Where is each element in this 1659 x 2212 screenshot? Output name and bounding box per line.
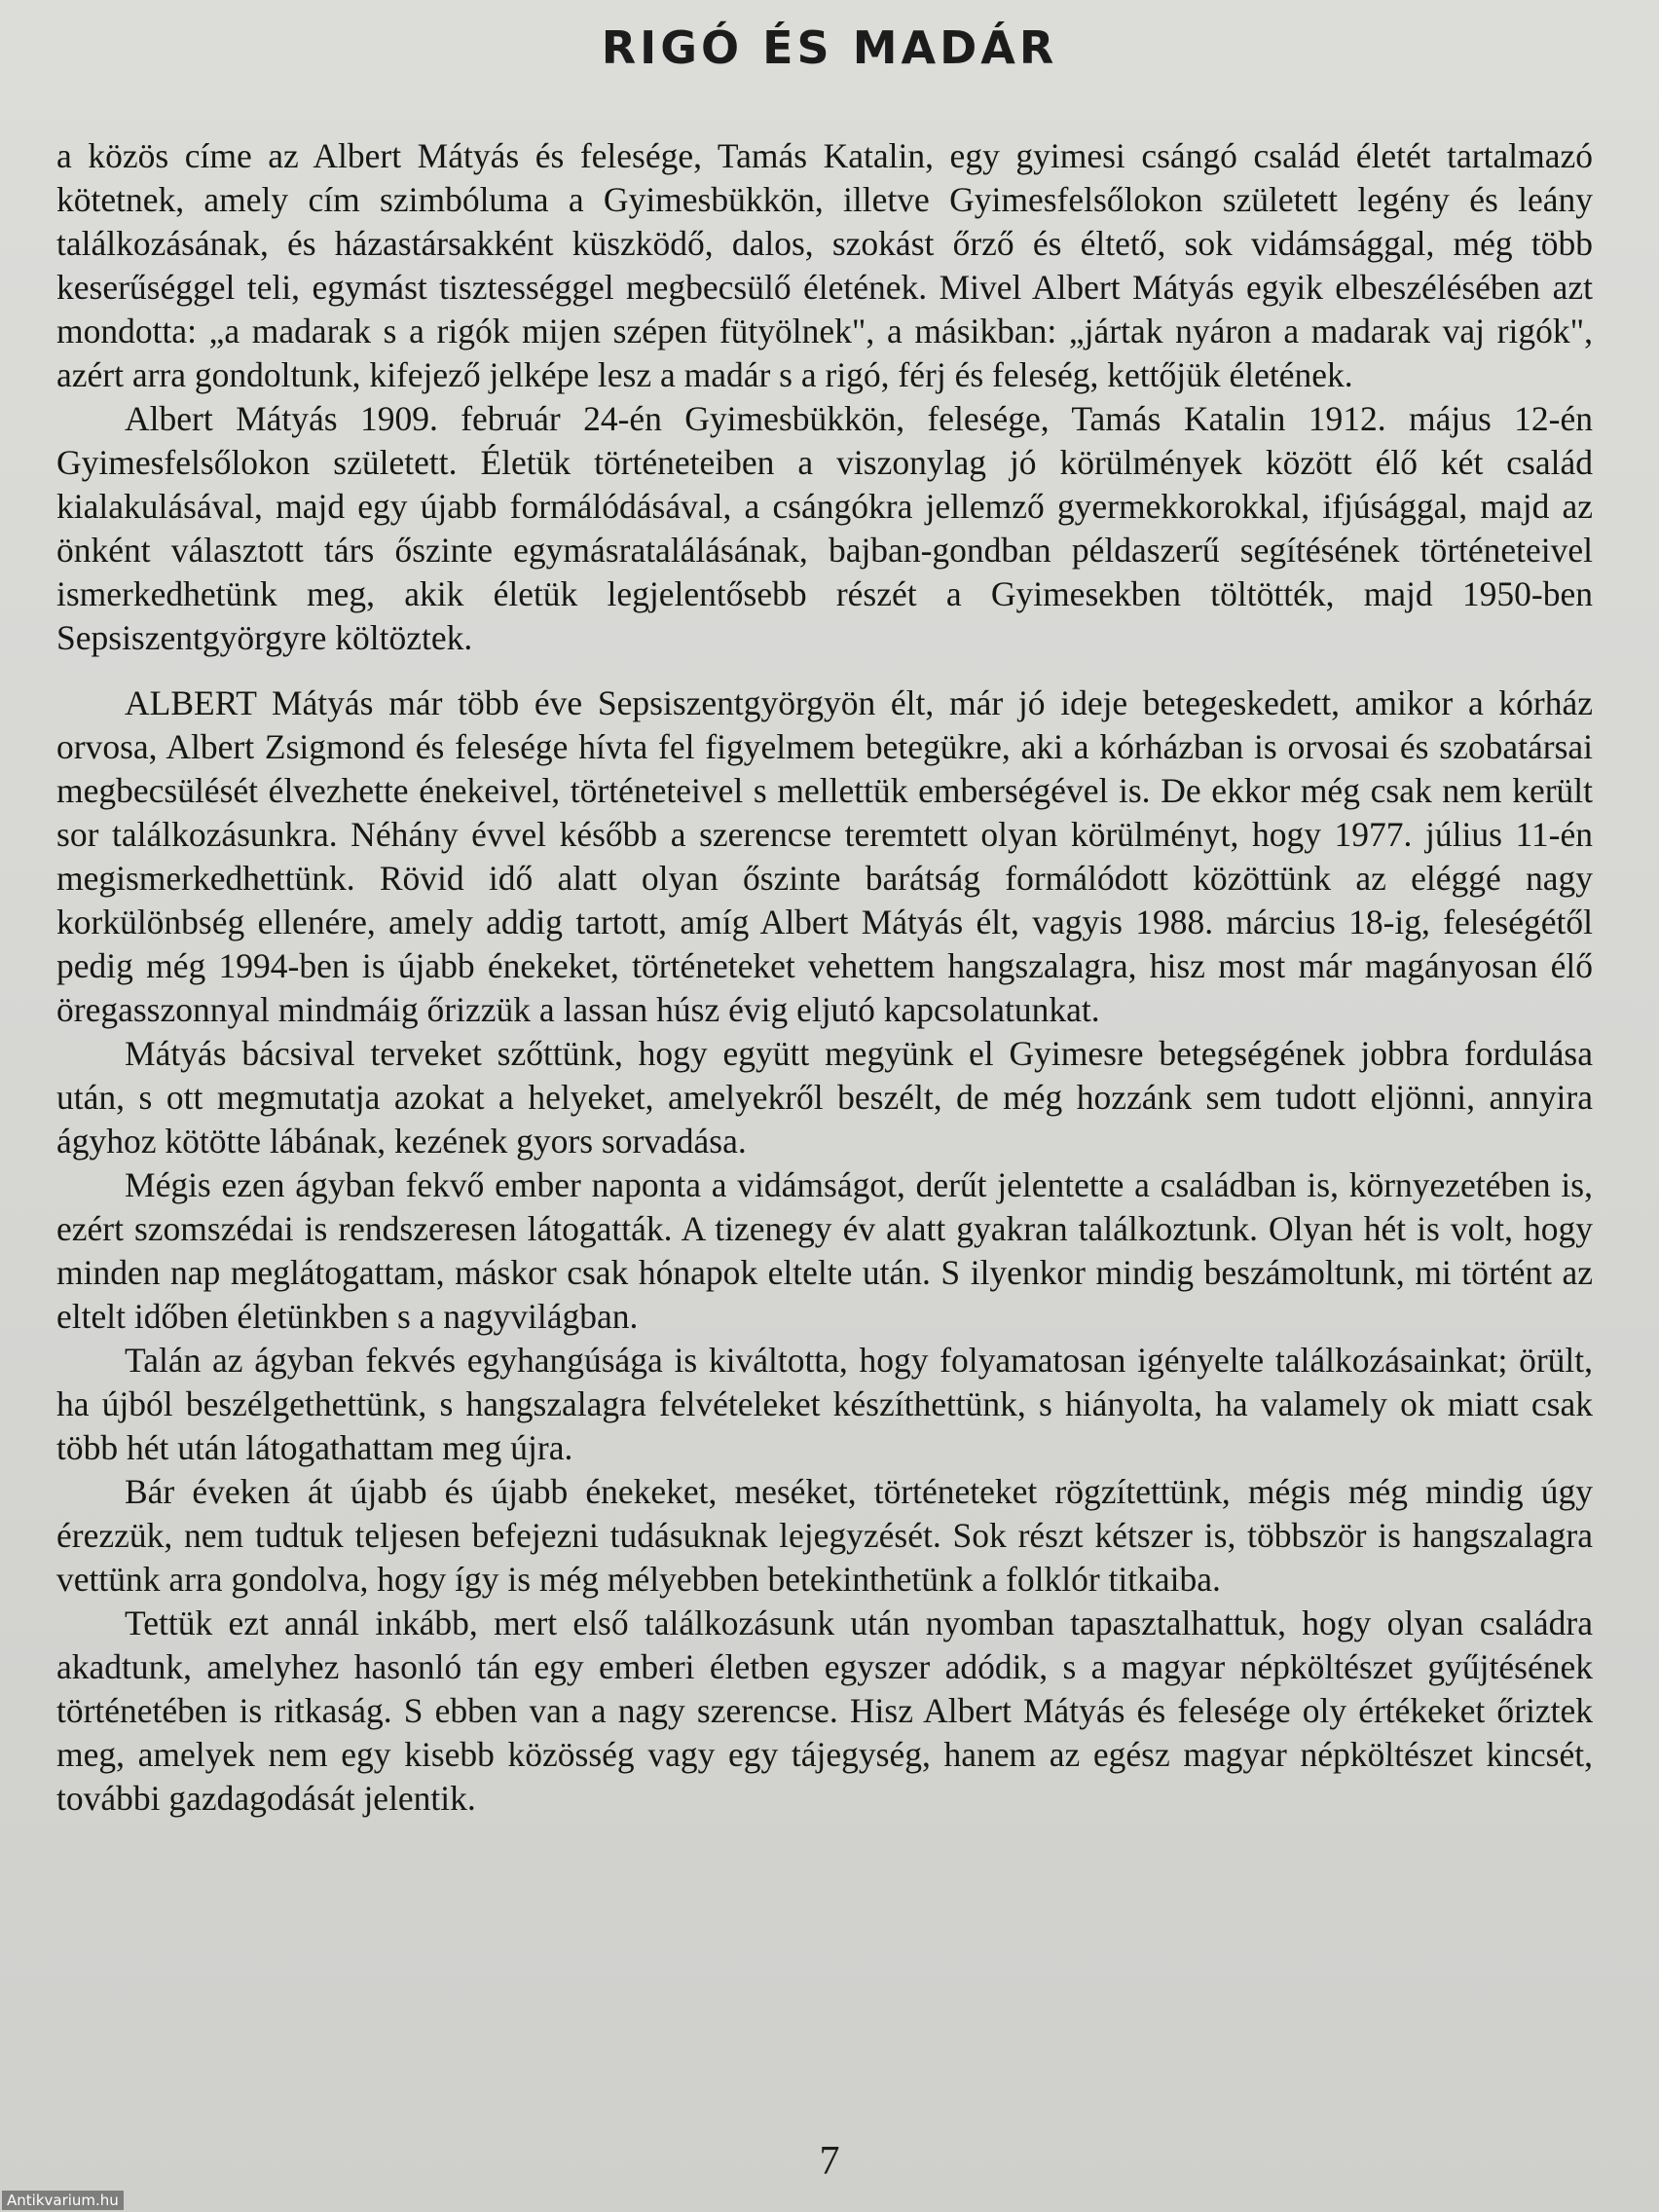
body-text (56, 134, 1593, 1821)
page-title: RIGÓ ÉS MADÁR (601, 21, 1058, 74)
paragraph-8: Tettük ezt annál inkább, mert első találkozásunk után nyomban tapasztalhattuk, hogy olyan családra akadtunk, amelyhez hasonló tán egy emberi életben egyszer adódik, s a magyar népköltészet gyűjtésének történetében is ritkaság. S ebben van a nagy szerencse. Hisz Albert Mátyás és felesége oly értékeket őriztek meg, amelyek nem egy kisebb közösség vagy egy tájegység, hanem az egész magyar népköltészet kincsét, további gazdagodását jelentik. (56, 1604, 1593, 1818)
paragraph-5: Mégis ezen ágyban fekvő ember naponta a vidámságot, derűt jelentette a családban is, környezetében is, ezért szomszédai is rendszeresen látogatták. A tizenegy év alatt gyakran találkoztunk. Olyan hét is volt, hogy minden nap meglátogattam, máskor csak hónapok eltelte után. S ilyenkor mindig beszámoltunk, mi történt az eltelt időben életünkben s a nagyvilágban. (56, 1165, 1593, 1336)
paragraph-3: ALBERT Mátyás már több éve Sepsiszentgyörgyön élt, már jó ideje betegeskedett, amikor a kórház orvosa, Albert Zsigmond és felesége hívta fel figyelmem betegükre, aki a kórházban is orvosai és szobatársai megbecsülését élvezhette énekeivel, történeteivel s mellettük emberségével is. De ekkor még csak nem került sor találkozásunkra. Néhány évvel később a szerencse teremtett olyan körülményt, hogy 1977. július 11-én megismerkedhettünk. Rövid idő alatt olyan őszinte barátság formálódott közöttünk az eléggé nagy korkülönbség ellenére, amely addig tartott, amíg Albert Mátyás élt, vagyis 1988. március 18-ig, feleségétől pedig még 1994-ben is újabb énekeket, történeteket vehettem hangszalagra, hisz most már magányosan élő öregasszonnyal mindmáig őrizzük a lassan húsz évig eljutó kapcsolatunkat. (56, 683, 1593, 1029)
paragraph-6: Talán az ágyban fekvés egyhangúsága is kiváltotta, hogy folyamatosan igényelte találkozásainkat; örült, ha újból beszélgethettünk, s hangszalagra felvételeket készíthettünk, s hiányolta, ha valamely ok miatt csak több hét után látogathattam meg újra. (56, 1341, 1593, 1467)
paragraph-2: Albert Mátyás 1909. február 24-én Gyimesbükkön, felesége, Tamás Katalin 1912. május 12-én Gyimesfelsőlokon született. Életük történeteiben a viszonylag jó körülmények között élő két család kialakulásával, majd egy újabb formálódásával, a csángókra jellemző gyermekkorokkal, ifjúsággal, majd az önként választott társ őszinte egymásratalálásának, bajban-gondban példaszerű segítésének történeteivel ismerkedhetünk meg, akik életük legjelentősebb részét a Gyimesekben töltötték, majd 1950-ben Sepsiszentgyörgyre költöztek. (56, 399, 1593, 657)
paragraph-7: Bár éveken át újabb és újabb énekeket, meséket, történeteket rögzítettünk, mégis még mindig úgy érezzük, nem tudtuk teljesen befejezni tudásuknak lejegyzését. Sok részt kétszer is, többször is hangszalagra vettünk arra gondolva, hogy így is még mélyebben betekinthetünk a folklór titkaiba. (56, 1472, 1593, 1599)
watermark: Antikvarium.hu (2, 2191, 124, 2210)
paragraph-1: a közös címe az Albert Mátyás és felesége, Tamás Katalin, egy gyimesi csángó család életét tartalmazó kötetnek, amely cím szimbóluma a Gyimesbükkön, illetve Gyimesfelsőlokon született legény és leány találkozásának, és házastársakként küszködő, dalos, szokást őrző és éltető, sok vidámsággal, még több keserűséggel teli, egymást tisztességgel megbecsülő életének. Mivel Albert Mátyás egyik elbeszélésében azt mondotta: „a madarak s a rigók mijen szépen fütyölnek", a másikban: „jártak nyáron a madarak vaj rigók", azért arra gondoltunk, kifejező jelképe lesz a madár s a rigó, férj és feleség, kettőjük életének. (56, 136, 1593, 394)
paragraph-4: Mátyás bácsival terveket szőttünk, hogy együtt megyünk el Gyimesre betegségének jobbra fordulása után, s ott megmutatja azokat a helyeket, amelyekről beszélt, de még hozzánk sem tudott eljönni, annyira ágyhoz kötötte lábának, kezének gyors sorvadása. (56, 1034, 1593, 1161)
page-number: 7 (819, 2139, 840, 2184)
